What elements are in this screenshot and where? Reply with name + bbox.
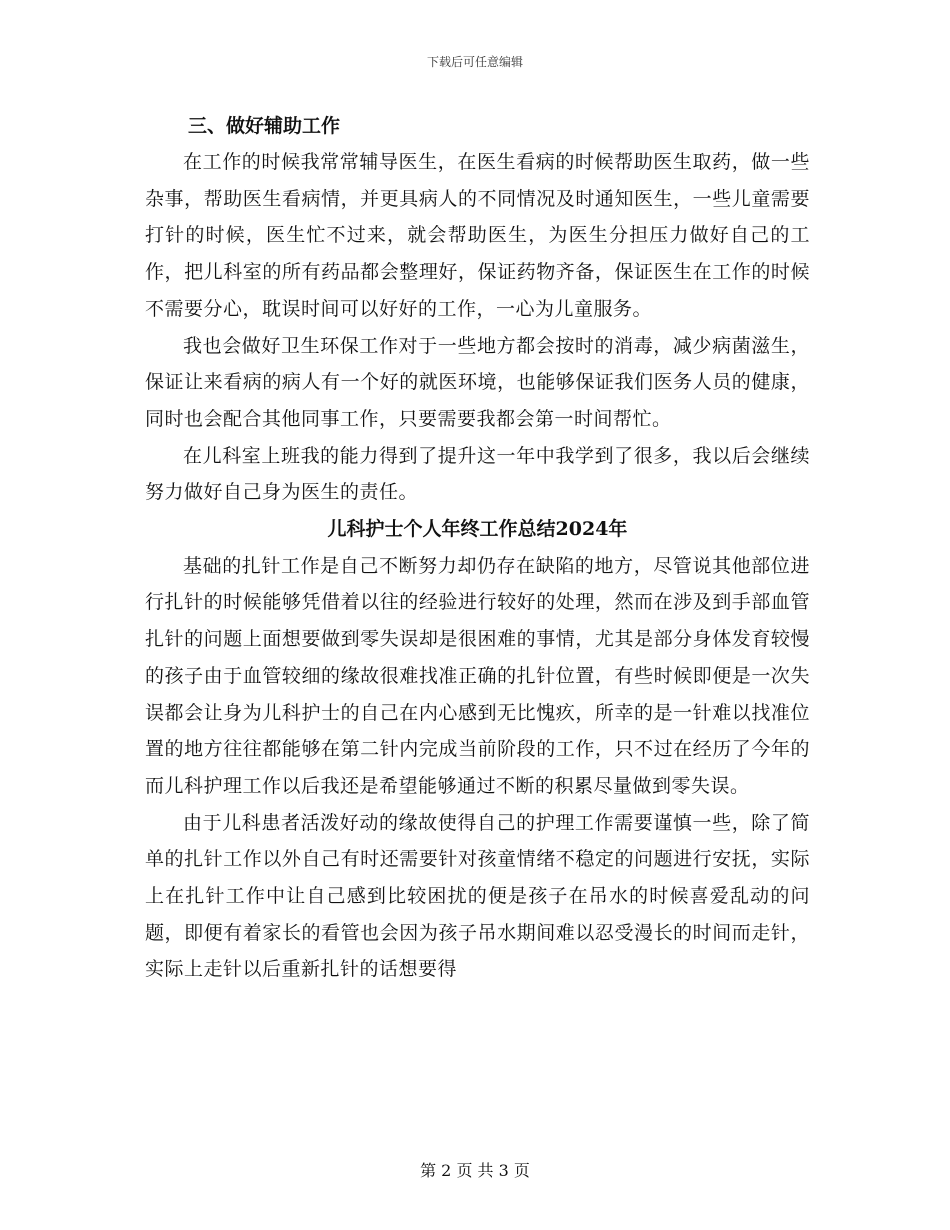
section-paragraph-3: 在儿科室上班我的能力得到了提升这一年中我学到了很多，我以后会继续努力做好自己身为医生的责任。 [145,444,810,504]
article-paragraph-2: 由于儿科患者活泼好动的缘故使得自己的护理工作需要谨慎一些，除了简单的扎针工作以外自己有时还需要针对孩童情绪不稳定的问题进行安抚，实际上在扎针工作中让自己感到比较困扰的便是孩子在吊水的时候喜爱乱动的问题，即便有着家长的看管也会因为孩子吊水期间难以忍受漫长的时间而走针，实际上走针以后重新扎针的话想要得 [145,811,810,981]
page-header: 下载后可任意编辑 [426,55,523,69]
section-paragraph-1: 在工作的时候我常常辅导医生，在医生看病的时候帮助医生取药，做一些杂事，帮助医生看病情，并更具病人的不同情况及时通知医生，一些儿童需要打针的时候，医生忙不过来，就会帮助医生，为医生分担压力做好自己的工作，把儿科室的所有药品都会整理好，保证药物齐备，保证医生在工作的时候不需要分心，耽误时间可以好好的工作，一心为儿童服务。 [145,151,810,320]
article-paragraph-1: 基础的扎针工作是自己不断努力却仍存在缺陷的地方，尽管说其他部位进行扎针的时候能够凭借着以往的经验进行较好的处理，然而在涉及到手部血管扎针的问题上面想要做到零失误却是很困难的事情，尤其是部分身体发育较慢的孩子由于血管较细的缘故很难找准正确的扎针位置，有些时候即便是一次失误都会让身为儿科护士的自己在内心感到无比愧疚，所幸的是一针难以找准位置的地方往往都能够在第二针内完成当前阶段的工作，只不过在经历了今年的而儿科护理工作以后我还是希望能够通过不断的积累尽量做到零失误。 [145,554,810,797]
article-title: 儿科护士个人年终工作总结2024年 [327,518,628,541]
section-paragraph-2: 我也会做好卫生环保工作对于一些地方都会按时的消毒，减少病菌滋生，保证让来看病的病人有一个好的就医环境，也能够保证我们医务人员的健康，同时也会配合其他同事工作，只要需要我都会第一时间帮忙。 [145,334,810,430]
document-body [145,108,810,988]
section-heading: 三、做好辅助工作 [188,115,341,137]
page-footer: 第 2 页 共 3 页 [420,1161,530,1180]
